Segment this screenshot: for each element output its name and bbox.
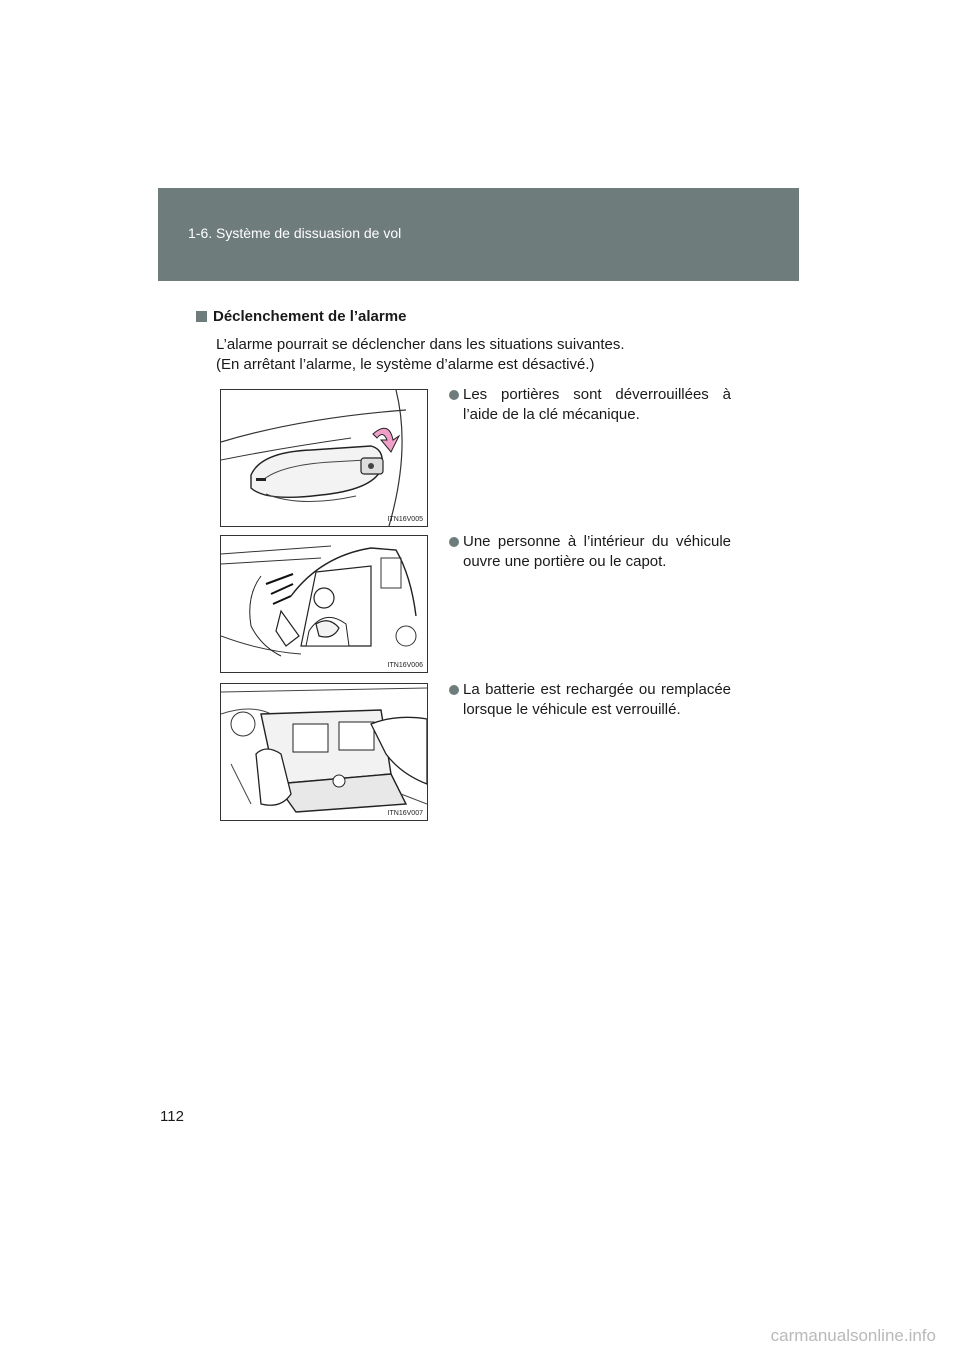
door-handle-key-illustration-icon [221,390,427,526]
figure-door-handle [220,389,428,527]
list-item-text: Une personne à l’intérieur du véhicule ouvre une portière ou le capot. [463,533,731,570]
section-heading [196,308,406,325]
section-heading-text: Déclenchement de l’alarme [213,308,407,325]
header-bar [158,188,799,281]
person-opening-door-illustration-icon [221,536,427,672]
intro-line-1: L’alarme pourrait se déclencher dans les situations suivantes. [216,336,625,353]
intro-line-2: (En arrêtant l’alarme, le système d’alarme est désactivé.) [216,356,595,373]
figure-code: ITN16V007 [387,810,423,817]
page-number: 112 [160,1108,184,1125]
round-bullet-icon [449,390,459,400]
battery-replacement-illustration-icon [221,684,427,820]
round-bullet-icon [449,537,459,547]
header-section-title: 1-6. Système de dissuasion de vol [188,225,402,241]
footer-watermark[interactable]: carmanualsonline.info [770,1326,936,1345]
list-item [449,680,731,720]
figure-person-door [220,535,428,673]
figure-code: ITN16V005 [387,516,423,523]
round-bullet-icon [449,685,459,695]
square-bullet-icon [196,311,207,322]
figure-code: ITN16V006 [387,662,423,669]
intro-paragraph [216,335,625,375]
list-item-text: La batterie est rechargée ou remplacée lorsque le véhicule est verrouillé. [463,681,731,718]
list-item [449,385,731,425]
list-item [449,532,731,572]
list-item-text: Les portières sont déverrouillées à l’aide de la clé mécanique. [463,386,731,423]
figure-battery [220,683,428,821]
